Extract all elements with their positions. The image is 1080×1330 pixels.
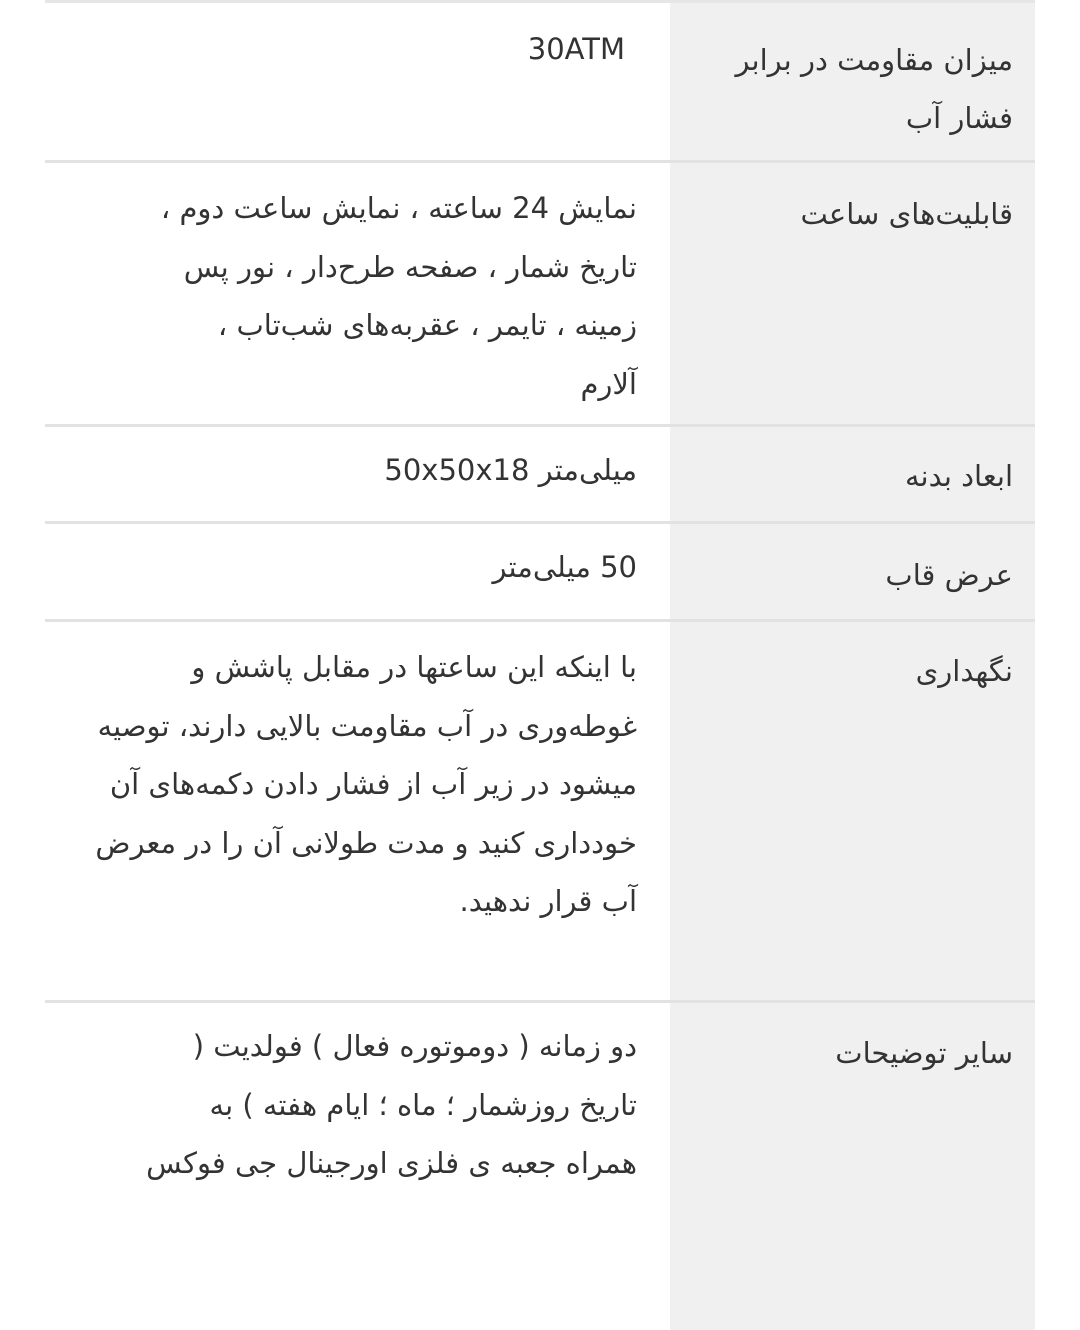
spec-row-features [45,163,1035,427]
spec-value: 50 میلی‌متر [492,550,637,584]
spec-row-other-notes [45,1003,1035,1330]
spec-label-cell [670,427,1035,521]
spec-row-case-dimensions [45,427,1035,524]
spec-row-water-resistance [45,3,1035,163]
spec-label: میزان مقاومت در برابر فشار آب [735,43,1013,135]
spec-value: نمایش 24 ساعته ، نمایش ساعت دوم ، تاریخ شمار ، صفحه طرح‌دار ، نور پس زمینه ، تایمر ، عقربه‌های شب‌تاب ، آلارم [160,191,637,401]
spec-value: با اینکه این ساعتها در مقابل پاشش و غوطه‌وری در آب مقاومت بالایی دارند، توصیه میشود در زیر آب از فشار دادن دکمه‌های آن خودداری کنید و مدت طولانی آن را در معرض آب قرار ندهید. [95,650,637,918]
spec-label-cell [670,524,1035,619]
spec-label: عرض قاب [885,558,1013,592]
spec-value-text: 30ATM [527,32,625,66]
spec-value [80,20,625,79]
spec-label: سایر توضیحات [835,1036,1013,1070]
spec-label: قابلیت‌های ساعت [800,197,1013,231]
spec-label: نگهداری [915,654,1013,688]
spec-row-frame-width [45,524,1035,622]
spec-label-cell [670,3,1035,160]
spec-label-cell [670,163,1035,424]
spec-label: ابعاد بدنه [905,459,1013,493]
specifications-table [45,0,1035,1330]
spec-label-cell [670,622,1035,1000]
spec-value: میلی‌متر 50x50x18 [384,453,637,487]
spec-label-cell [670,1003,1035,1330]
spec-value: دو زمانه ( دوموتوره فعال ) فولدیت ( تاریخ روزشمار ؛ ماه ؛ ایام هفته ) به همراه جعبه ی فلزی اورجینال جی فوکس [146,1029,637,1180]
spec-row-maintenance [45,622,1035,1003]
